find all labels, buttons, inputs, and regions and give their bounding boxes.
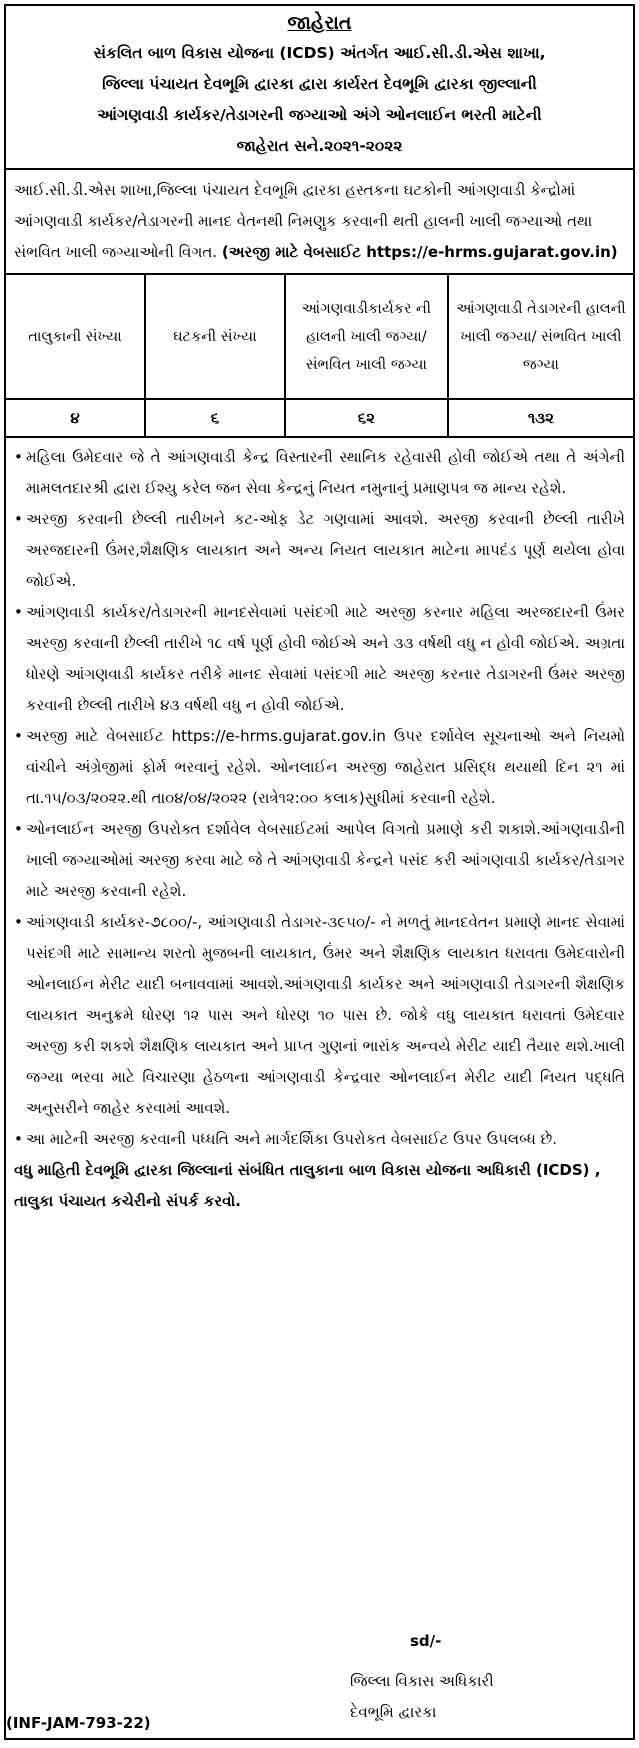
table-cell: ૬	[145, 399, 285, 437]
list-item-text: ઓનલાઈન અરજી ઉપરોક્ત દર્શાવેલ વેબસાઈટમાં આપેલ વિગતો પ્રમાણે કરી શકાશે.આંગણવાડીની ખાલી જગ્યાઓમાં અરજી કરવા માટે જે તે આંગણવાડી કેન્દ્રને પસંદ કરી આંગણવાડી કાર્યકર/તેડાગર માટે અરજી કરવાની રહેશે.	[26, 820, 625, 900]
list-item-text: આંગણવાડી કાર્યકર/તેડાગરની માનદસેવામાં પસંદગી માટે અરજી કરનાર મહિલા અરજદારની ઉંમર અરજી કરવાની છેલ્લી તારીખે ૧૮ વર્ષ પૂર્ણ હોવી જોઈએ અને ૩૩ વર્ષથી વધુ ન હોવી જોઈએ. અગ્રતા ધોરણે આંગણવાડી કાર્યકર તરીકે માનદ સેવામાં પસંદગી માટે અરજી કરનાર તેડાગરની ઉંમર અરજી કરવાની છેલ્લી તારીખે ૪૩ વર્ષથી વધુ ન હોવી જોઈએ.	[26, 603, 625, 714]
conditions-list	[6, 438, 633, 1155]
header-line: સંકલિત બાળ વિકાસ યોજના (ICDS) અંતર્ગત આઈ.સી.ડી.એસ શાખા,	[93, 44, 546, 62]
intro-text: આઈ.સી.ડી.એસ શાખા,જિલ્લા પંચાયત દેવભૂમિ દ્વારકા હસ્તકના ઘટકોની આંગણવાડી કેન્દ્રોમાં આંગણવાડી કાર્યકર/તેડાગરની માનદ વેતનથી નિમણુક કરવાની થતી હાલની ખાલી જગ્યાઓ તથા સંભવિત ખાલી જગ્યાઓની વિગત.	[14, 181, 593, 261]
signature-block	[6, 1628, 633, 1738]
contact-note: વધુ માહિતી દેવભૂમિ દ્વારકા જિલ્લાનાં સંબંધિત તાલુકાના બાળ વિકાસ યોજના અધિકારી (ICDS) , તાલુકા પંચાયત કચેરીનો સંપર્ક કરવો.	[14, 1161, 601, 1210]
intro-website: (અરજી માટે વેબસાઈટ https://e-hrms.gujarat.gov.in)	[221, 243, 618, 261]
list-item	[14, 442, 625, 504]
header-line: જિલ્લા પંચાયત દેવભૂમિ દ્વારકા દ્વારા કાર્યરત દેવભૂમિ દ્વારકા જીલ્લાની	[102, 75, 537, 93]
list-item	[14, 721, 625, 814]
list-item	[14, 504, 625, 597]
header-line: જાહેરાત સને.૨૦૨૧-૨૦૨૨	[236, 137, 403, 155]
bullet-icon: •	[14, 913, 23, 931]
table-header: ઘટકની સંખ્યા	[145, 275, 285, 399]
list-item	[14, 1124, 625, 1155]
list-item-text: આંગણવાડી કાર્યકર-૭૮૦૦/-, આંગણવાડી તેડાગર-૩૯૫૦/- ને મળતું માનદવેતન પ્રમાણે માનદ સેવામાં પસંદગી માટે સામાન્ય શરતો મુજબની લાયકાત, ઉંમર અને શૈક્ષણિક લાયકાત ધરાવતા ઉમેદવારોની ઓનલાઈન મેરીટ યાદી બનાવવામાં આવશે.આંગણવાડી કાર્યકર અને આંગણવાડી તેડાગરની શૈક્ષણિક લાયકાત અનુક્રમે ધોરણ ૧૨ પાસ અને ધોરણ ૧૦ પાસ છે. જોકે વધુ લાયકાત ધરાવતાં ઉમેદવાર અરજી કરી શકશે શૈક્ષણિક લાયકાત અને પ્રાપ્ત ગુણનાં ભારાંક અન્વયે મેરીટ યાદી તૈયાર થશે.ખાલી જગ્યા ભરવા માટે વિચારણા હેઠળના આંગણવાડી કેન્દ્રવાર ઓનલાઈન મેરીટ યાદી નિયત પદ્ધતિ અનુસરીને જાહેર કરવામાં આવશે.	[26, 913, 625, 1117]
intro	[6, 170, 633, 275]
table-header: તાલુકાની સંખ્યા	[6, 275, 145, 399]
officer-place: દેવભૂમિ દ્વારકા	[350, 1703, 437, 1721]
reference-code: (INF-JAM-793-22)	[6, 1714, 151, 1732]
table-cell: ૧૩૨	[527, 409, 554, 427]
bullet-icon: •	[14, 510, 23, 528]
list-item	[14, 814, 625, 907]
bullet-icon: •	[14, 727, 23, 745]
list-item-text: અરજી માટે વેબસાઈટ https://e-hrms.gujarat.gov.in ઉપર દર્શાવેલ સૂચનાઓ અને નિયમો વાંચીને અંગ્રેજીમાં ફોર્મ ભરવાનું રહેશે. ઓનલાઈન અરજી જાહેરાત પ્રસિદ્ધ થયાથી દિન ૨૧ માં તા.૧૫/૦૩/૨૦૨૨.થી તા૦૪/૦૪/૨૦૨૨ (રાત્રે૧૨:૦૦ કલાક)સુધીમાં કરવાની રહેશે.	[26, 727, 625, 807]
officer-designation: જિલ્લા વિકાસ અધિકારી	[350, 1672, 494, 1690]
advertisement	[4, 4, 635, 1740]
list-item	[14, 597, 625, 721]
bullet-icon: •	[14, 820, 23, 838]
vacancy-table	[6, 275, 633, 438]
officer-details	[350, 1666, 494, 1728]
table-cell: ૬૨	[285, 399, 448, 437]
signature-sd: sd/-	[410, 1632, 442, 1650]
header	[6, 6, 633, 170]
list-item-text: મહિલા ઉમેદવાર જે તે આંગણવાડી કેન્દ્ર વિસ્તારની સ્થાનિક રહેવાસી હોવી જોઈએ તથા તે અંગેની મામલતદારશ્રી દ્વારા ઈશ્યુ કરેલ જન સેવા કેન્દ્રનું નિયત નમુનાનું પ્રમાણપત્ર જ માન્ય રહેશે.	[26, 448, 625, 497]
bullet-icon: •	[14, 603, 23, 621]
table-header: આંગણવાડીકાર્યકર ની હાલની ખાલી જગ્યા/સંભવિત ખાલી જગ્યા	[285, 275, 448, 399]
bullet-icon: •	[14, 1130, 23, 1148]
page-title: જાહેરાત	[287, 12, 352, 34]
list-item	[14, 907, 625, 1124]
header-line: આંગણવાડી કાર્યકર/તેડાગરની જગ્યાઓ અંગે ઓનલાઈન ભરતી માટેની	[97, 106, 542, 124]
list-item-text: અરજી કરવાની છેલ્લી તારીખને કટ-ઓફ ડેટ ગણવામાં આવશે. અરજી કરવાની છેલ્લી તારીખે અરજદારની ઉંમર,શૈક્ષણિક લાયકાત અને અન્ય નિયત લાયકાત માટેના માપદંડ પૂર્ણ થયેલા હોવા જોઈએ.	[26, 510, 625, 590]
table-cell: ૪	[6, 399, 145, 437]
table-row	[6, 399, 633, 437]
bullet-icon: •	[14, 448, 23, 466]
list-item-text: આ માટેની અરજી કરવાની પધ્ધતિ અને માર્ગદર્શિકા ઉપરોકત વેબસાઈટ ઉપર ઉપલબ્ધ છે.	[26, 1130, 558, 1148]
table-header: આંગણવાડી તેડાગરની હાલની ખાલી જગ્યા/ સંભવિત ખાલી જગ્યા	[456, 300, 626, 373]
